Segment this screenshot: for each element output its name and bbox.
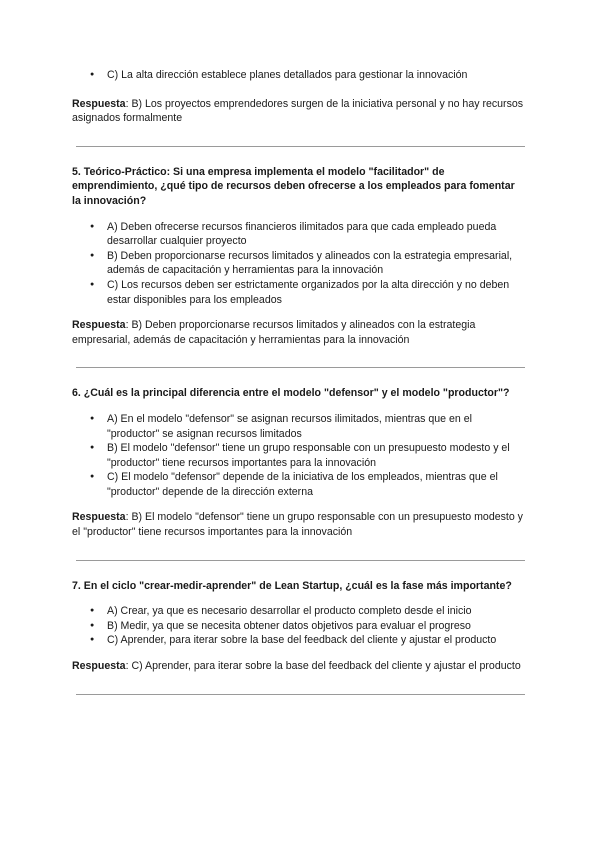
answer-label: Respuesta <box>72 319 126 332</box>
question-7 <box>72 579 526 674</box>
options-list <box>72 220 526 308</box>
option-c: ● C) Aprender, para iterar sobre la base del feedback del cliente y ajustar el producto <box>72 633 526 648</box>
answer-text: : B) Deben proporcionarse recursos limitados y alineados con la estrategia empresarial, además de capacitación y herramientas para la innovación <box>72 319 476 346</box>
question-title: 5. Teórico-Práctico: Si una empresa implementa el modelo "facilitador" de emprendimiento, ¿qué tipo de recursos deben ofrecerse a los empleados para fomentar la innovación? <box>72 165 515 207</box>
options-list <box>72 604 526 648</box>
answer-label: Respuesta <box>72 511 126 524</box>
option-b: ● B) El modelo "defensor" tiene un grupo responsable con un presupuesto modesto y el "productor" tiene recursos importantes para la innovación <box>72 441 526 470</box>
answer <box>72 659 526 674</box>
divider <box>76 367 525 368</box>
option-b: ● B) Medir, ya que se necesita obtener datos objetivos para evaluar el progreso <box>72 619 526 634</box>
question-6 <box>72 386 526 539</box>
answer-label: Respuesta <box>72 660 126 673</box>
options-list <box>72 68 526 83</box>
option-c: ● C) Los recursos deben ser estrictamente organizados por la alta dirección y no deben estar disponibles para los empleados <box>72 278 526 307</box>
answer <box>72 510 526 539</box>
answer-label: Respuesta <box>72 97 126 110</box>
option-a: ● A) Crear, ya que es necesario desarrollar el producto completo desde el inicio <box>72 604 526 619</box>
document-page <box>72 68 526 695</box>
answer <box>72 318 526 347</box>
option-a: ● A) Deben ofrecerse recursos financieros ilimitados para que cada empleado pueda desarrollar cualquier proyecto <box>72 220 526 249</box>
question-title: 6. ¿Cuál es la principal diferencia entre el modelo "defensor" y el modelo "productor"? <box>72 387 510 400</box>
answer-text: : B) Los proyectos emprendedores surgen de la iniciativa personal y no hay recursos asignados formalmente <box>72 97 524 125</box>
divider <box>76 694 525 695</box>
question-4-tail <box>72 68 526 126</box>
answer <box>72 97 526 126</box>
option-c: ● C) La alta dirección establece planes detallados para gestionar la innovación <box>72 68 526 83</box>
option-b: ● B) Deben proporcionarse recursos limitados y alineados con la estrategia empresarial, además de capacitación y herramientas para la innovación <box>72 249 526 278</box>
option-a: ● A) En el modelo "defensor" se asignan recursos ilimitados, mientras que en el "productor" se asignan recursos limitados <box>72 412 526 441</box>
divider <box>76 146 525 147</box>
answer-text: : B) El modelo "defensor" tiene un grupo responsable con un presupuesto modesto y el "productor" tiene recursos importantes para la innovación <box>72 511 523 539</box>
question-5 <box>72 165 526 348</box>
divider <box>76 560 525 561</box>
options-list <box>72 412 526 500</box>
answer-text: : C) Aprender, para iterar sobre la base del feedback del cliente y ajustar el producto <box>125 660 521 673</box>
option-c: ● C) El modelo "defensor" depende de la iniciativa de los empleados, mientras que el "productor" depende de la dirección externa <box>72 470 526 499</box>
question-title: 7. En el ciclo "crear-medir-aprender" de Lean Startup, ¿cuál es la fase más importante? <box>72 579 512 592</box>
